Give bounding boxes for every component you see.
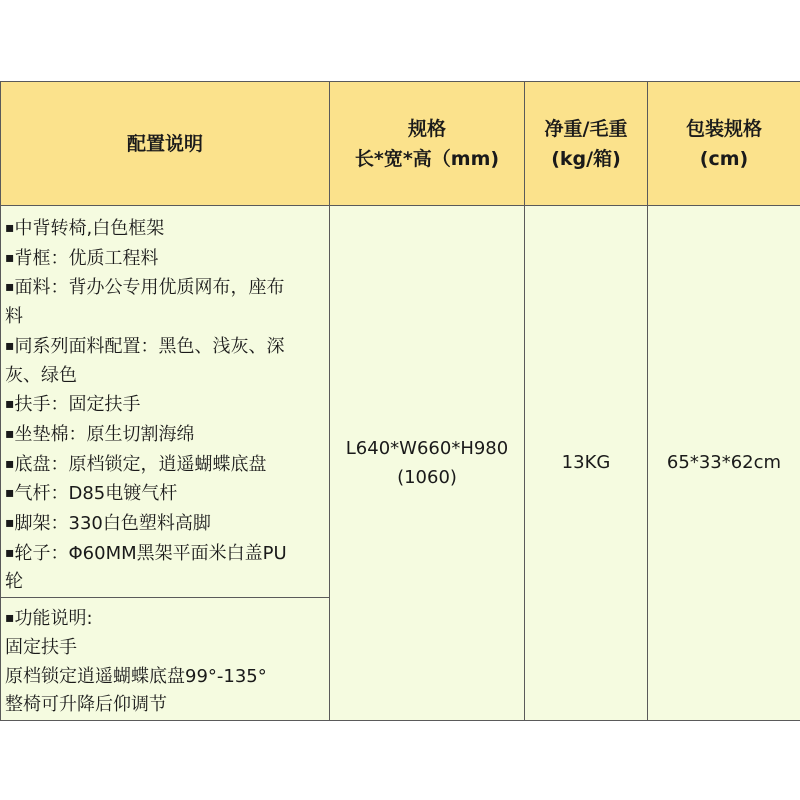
function-cell: [1, 598, 330, 721]
config-item: ▪ 中背转椅,白色框架: [5, 214, 325, 244]
header-config: [1, 82, 330, 206]
config-item-wrap: 灰、绿色: [5, 364, 77, 386]
config-row: [1, 206, 800, 598]
spec-table: [0, 81, 800, 721]
config-item: ▪ 底盘：原档锁定，逍遥蝴蝶底盘: [5, 450, 325, 480]
config-item-wrap: 轮: [5, 571, 23, 593]
header-weight-line1: 净重/毛重: [544, 117, 628, 140]
pack-value: 65*33*62cm: [666, 452, 782, 474]
header-row: [1, 82, 800, 206]
config-item: ▪ 面料：背办公专用优质网布，座布: [5, 273, 325, 303]
function-line: 固定扶手: [5, 636, 77, 658]
header-spec-line1: 规格: [407, 117, 446, 140]
header-pack: [648, 82, 800, 206]
function-line: 原档锁定逍遥蝴蝶底盘99°-135°: [5, 665, 267, 687]
config-item: ▪ 扶手：固定扶手: [5, 390, 325, 420]
header-config-label: 配置说明: [126, 132, 203, 155]
spec-value-line1: L640*W660*H980: [345, 437, 509, 459]
header-spec: [330, 82, 525, 206]
config-item: ▪ 气杆：D85电镀气杆: [5, 479, 325, 509]
pack-value-cell: [648, 206, 800, 721]
header-pack-line1: 包装规格: [685, 117, 762, 140]
config-item: ▪ 背框：优质工程料: [5, 244, 325, 274]
config-item: ▪ 脚架：330白色塑料高脚: [5, 509, 325, 539]
header-weight-line2: (kg/箱): [551, 147, 621, 170]
config-item: ▪ 同系列面料配置：黑色、浅灰、深: [5, 332, 325, 362]
config-item: ▪ 轮子：Φ60MM黑架平面米白盖PU: [5, 539, 325, 569]
spec-value-cell: [330, 206, 525, 721]
header-spec-line2: 长*宽*高（mm): [354, 147, 500, 170]
spec-value-line2: (1060): [397, 466, 457, 488]
config-item: ▪ 坐垫棉：原生切割海绵: [5, 420, 325, 450]
header-pack-line2: (cm): [699, 147, 749, 170]
function-title: ▪ 功能说明:: [5, 604, 325, 634]
config-cell: [1, 206, 330, 598]
weight-value-cell: [525, 206, 648, 721]
weight-value: 13KG: [561, 452, 611, 474]
config-item-wrap: 料: [5, 306, 23, 328]
header-weight: [525, 82, 648, 206]
function-line: 整椅可升降后仰调节: [5, 694, 167, 716]
